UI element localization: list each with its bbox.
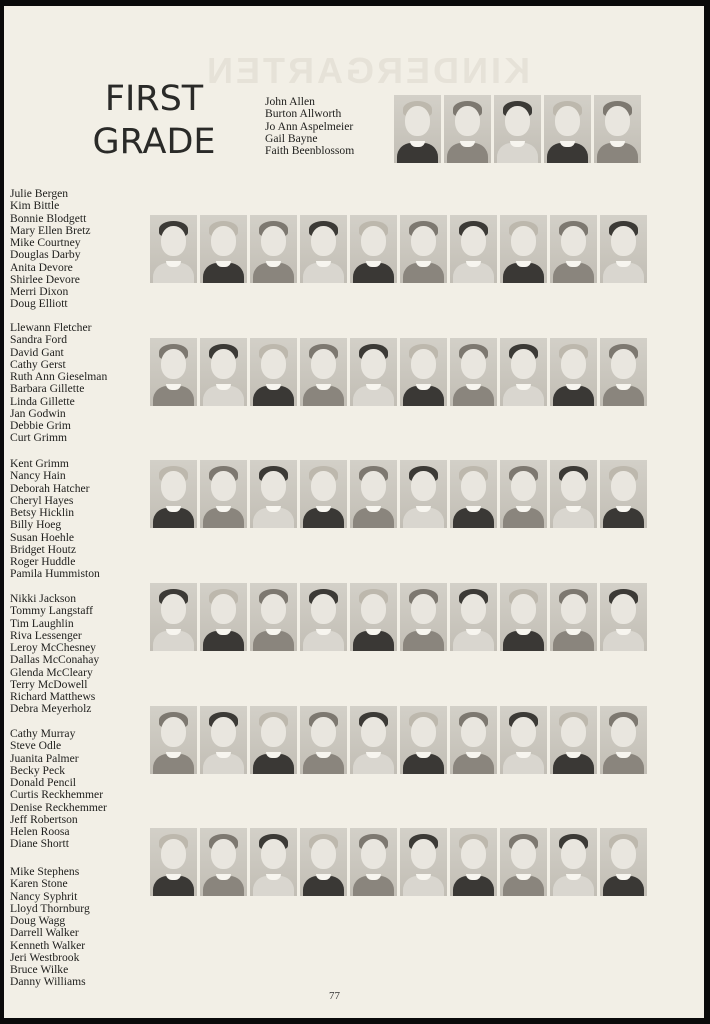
student-portrait xyxy=(300,460,347,528)
student-portrait xyxy=(500,583,547,651)
student-name: Bonnie Blodgett xyxy=(10,211,87,225)
student-portrait xyxy=(550,583,597,651)
student-portrait xyxy=(450,828,497,896)
student-name: Betsy Hicklin xyxy=(10,506,75,519)
student-name: Richard Matthews xyxy=(10,690,96,703)
student-portrait xyxy=(394,95,441,163)
student-name: Debbie Grim xyxy=(10,419,71,432)
student-portrait xyxy=(600,215,647,283)
student-portrait xyxy=(400,215,447,283)
student-portrait xyxy=(300,215,347,283)
student-name: Burton Allworth xyxy=(265,107,342,121)
student-name: Cathy Gerst xyxy=(10,357,66,371)
student-name: Jeff Robertson xyxy=(10,812,78,826)
student-portrait xyxy=(400,338,447,406)
student-portrait xyxy=(250,828,297,896)
student-portrait xyxy=(450,706,497,774)
student-portrait xyxy=(350,215,397,283)
student-portrait xyxy=(600,828,647,896)
student-name: Jo Ann Aspelmeier xyxy=(265,119,354,133)
student-name: Jan Godwin xyxy=(10,406,66,420)
photo-row-6 xyxy=(150,828,647,896)
student-name: Debra Meyerholz xyxy=(10,702,92,716)
student-portrait xyxy=(450,215,497,283)
name-list-1 xyxy=(10,188,90,311)
student-name: Sandra Ford xyxy=(10,333,67,347)
photo-row-2 xyxy=(150,338,647,406)
student-portrait xyxy=(300,828,347,896)
student-portrait xyxy=(250,583,297,651)
student-name: Barbara Gillette xyxy=(10,382,85,396)
student-portrait xyxy=(500,828,547,896)
student-portrait xyxy=(400,828,447,896)
student-name: Cheryl Hayes xyxy=(10,493,74,507)
student-name: Glenda McCleary xyxy=(10,665,93,679)
student-portrait xyxy=(200,706,247,774)
student-name: Nancy Hain xyxy=(10,469,66,483)
student-portrait xyxy=(494,95,541,163)
student-name: Cathy Murray xyxy=(10,727,76,740)
student-name: Jeri Westbrook xyxy=(10,950,80,964)
student-portrait xyxy=(500,706,547,774)
student-portrait xyxy=(300,338,347,406)
student-portrait xyxy=(350,460,397,528)
student-portrait xyxy=(150,215,197,283)
student-name: Helen Roosa xyxy=(10,825,70,838)
student-portrait xyxy=(400,460,447,528)
student-portrait xyxy=(450,338,497,406)
student-name: Becky Peck xyxy=(10,763,66,777)
student-name: Bridget Houtz xyxy=(10,542,77,556)
student-portrait xyxy=(550,338,597,406)
student-portrait xyxy=(500,215,547,283)
student-name: Susan Hoehle xyxy=(10,530,75,544)
student-name: Linda Gillette xyxy=(10,394,75,408)
student-name: Faith Beenblossom xyxy=(265,144,355,157)
student-portrait xyxy=(400,706,447,774)
name-list-6 xyxy=(10,866,90,989)
student-portrait xyxy=(250,215,297,283)
name-list-2 xyxy=(10,322,107,445)
student-name: Curt Grimm xyxy=(10,431,68,445)
student-name: Doug Wagg xyxy=(10,914,66,927)
title-line-grade: GRADE xyxy=(92,122,216,162)
student-name: Kim Bittle xyxy=(10,199,60,213)
student-portrait xyxy=(350,828,397,896)
student-portrait xyxy=(150,583,197,651)
student-name: Pamila Hummiston xyxy=(10,567,100,581)
student-name: Nancy Syphrit xyxy=(10,889,78,903)
student-name: Shirlee Devore xyxy=(10,272,80,286)
student-name: John Allen xyxy=(265,95,315,108)
top-photo-row xyxy=(394,95,641,163)
student-name: Llewann Fletcher xyxy=(10,321,92,334)
student-portrait xyxy=(350,706,397,774)
student-name: Merri Dixon xyxy=(10,285,69,298)
student-portrait xyxy=(600,460,647,528)
student-name: Deborah Hatcher xyxy=(10,481,90,495)
yearbook-page xyxy=(4,6,704,1018)
student-portrait xyxy=(450,460,497,528)
student-name: Julie Bergen xyxy=(10,187,69,200)
student-portrait xyxy=(200,828,247,896)
student-name: David Gant xyxy=(10,345,64,359)
student-name: Nikki Jackson xyxy=(10,592,77,605)
student-portrait xyxy=(550,215,597,283)
student-portrait xyxy=(400,583,447,651)
student-portrait xyxy=(550,828,597,896)
name-list-3 xyxy=(10,458,100,581)
student-portrait xyxy=(600,583,647,651)
student-name: Danny Williams xyxy=(10,975,86,989)
photo-row-3 xyxy=(150,460,647,528)
student-name: Dallas McConahay xyxy=(10,653,100,667)
student-name: Donald Pencil xyxy=(10,776,77,789)
page-number: 77 xyxy=(329,990,340,1002)
student-name: Tim Laughlin xyxy=(10,616,74,630)
student-portrait xyxy=(200,215,247,283)
student-name: Denise Reckhemmer xyxy=(10,800,107,814)
student-portrait xyxy=(150,338,197,406)
student-portrait xyxy=(150,460,197,528)
name-list-4 xyxy=(10,593,99,716)
student-portrait xyxy=(350,583,397,651)
student-portrait xyxy=(150,828,197,896)
student-portrait xyxy=(500,460,547,528)
student-name: Karen Stone xyxy=(10,877,68,891)
student-name: Billy Hoeg xyxy=(10,518,62,532)
student-name: Mike Stephens xyxy=(10,865,80,878)
student-name: Terry McDowell xyxy=(10,677,88,691)
student-portrait xyxy=(444,95,491,163)
student-portrait xyxy=(350,338,397,406)
student-name: Doug Elliott xyxy=(10,297,68,311)
title-line-first: FIRST xyxy=(104,79,204,119)
student-portrait xyxy=(200,460,247,528)
student-portrait xyxy=(250,460,297,528)
student-name: Ruth Ann Gieselman xyxy=(10,370,108,383)
student-portrait xyxy=(550,460,597,528)
student-name: Darrell Walker xyxy=(10,926,79,940)
top-name-list xyxy=(265,96,354,157)
student-name: Juanita Palmer xyxy=(10,751,79,765)
student-name: Douglas Darby xyxy=(10,248,81,262)
bleed-through-heading: KINDERGARTEN xyxy=(204,50,531,91)
photo-row-4 xyxy=(150,583,647,651)
student-portrait xyxy=(500,338,547,406)
student-name: Bruce Wilke xyxy=(10,963,69,976)
student-name: Leroy McChesney xyxy=(10,641,96,654)
student-portrait xyxy=(300,583,347,651)
student-name: Diane Shortt xyxy=(10,837,69,851)
student-name: Gail Bayne xyxy=(265,131,318,145)
student-portrait xyxy=(150,706,197,774)
student-name: Mike Courtney xyxy=(10,236,81,249)
student-portrait xyxy=(600,706,647,774)
student-portrait xyxy=(600,338,647,406)
student-portrait xyxy=(544,95,591,163)
student-portrait xyxy=(450,583,497,651)
section-title xyxy=(80,78,228,164)
student-portrait xyxy=(594,95,641,163)
student-name: Kent Grimm xyxy=(10,457,69,470)
student-name: Riva Lessenger xyxy=(10,628,82,642)
student-portrait xyxy=(250,338,297,406)
photo-row-5 xyxy=(150,706,647,774)
student-portrait xyxy=(250,706,297,774)
photo-row-1 xyxy=(150,215,647,283)
student-name: Anita Devore xyxy=(10,260,73,274)
student-portrait xyxy=(300,706,347,774)
student-name: Tommy Langstaff xyxy=(10,604,94,618)
student-name: Mary Ellen Bretz xyxy=(10,223,91,237)
student-portrait xyxy=(550,706,597,774)
student-name: Kenneth Walker xyxy=(10,938,86,952)
name-list-5 xyxy=(10,728,107,851)
student-name: Lloyd Thornburg xyxy=(10,901,90,915)
student-portrait xyxy=(200,338,247,406)
student-name: Curtis Reckhemmer xyxy=(10,788,104,802)
student-portrait xyxy=(200,583,247,651)
student-name: Steve Odle xyxy=(10,739,62,753)
student-name: Roger Huddle xyxy=(10,555,76,568)
